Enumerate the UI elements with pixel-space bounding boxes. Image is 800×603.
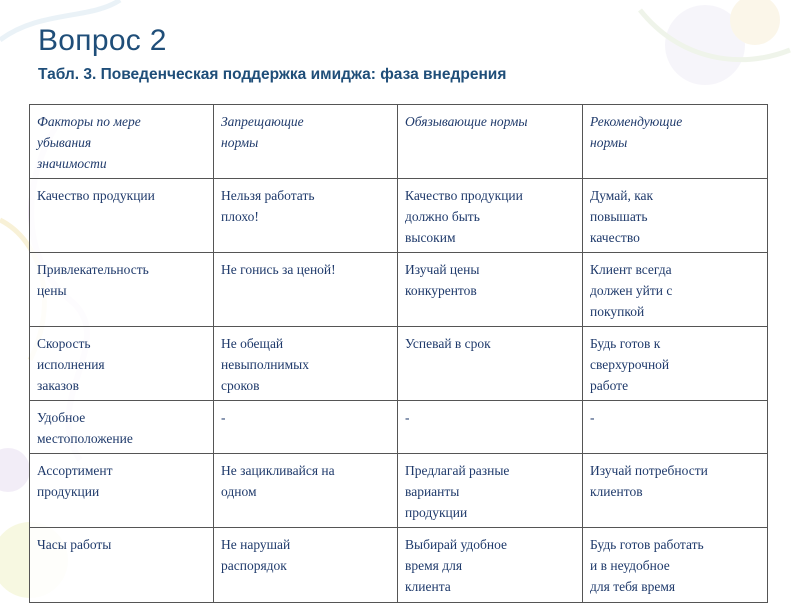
- prohibiting-cell: Не зацикливайся на одном: [214, 454, 398, 528]
- obligating-cell: Качество продукции должно быть высоким: [398, 179, 583, 253]
- obligating-cell: Изучай цены конкурентов: [398, 253, 583, 327]
- factor-cell: Ассортимент продукции: [30, 454, 214, 528]
- table-row: [30, 179, 768, 253]
- header-cell: Запрещающие нормы: [214, 105, 398, 179]
- decor-balloon: [0, 448, 30, 492]
- recommending-cell: Клиент всегда должен уйти с покупкой: [583, 253, 768, 327]
- norms-table: [29, 104, 768, 603]
- table-row: [30, 327, 768, 401]
- obligating-cell: Успевай в срок: [398, 327, 583, 401]
- table-header-row: [30, 105, 768, 179]
- table-row: [30, 528, 768, 603]
- factor-cell: Скорость исполнения заказов: [30, 327, 214, 401]
- table-row: [30, 401, 768, 454]
- prohibiting-cell: Не нарушай распорядок: [214, 528, 398, 603]
- prohibiting-cell: -: [214, 401, 398, 454]
- prohibiting-cell: Не обещай невыполнимых сроков: [214, 327, 398, 401]
- table-row: [30, 253, 768, 327]
- recommending-cell: -: [583, 401, 768, 454]
- recommending-cell: Изучай потребности клиентов: [583, 454, 768, 528]
- obligating-cell: -: [398, 401, 583, 454]
- prohibiting-cell: Нельзя работать плохо!: [214, 179, 398, 253]
- table-caption: Табл. 3. Поведенческая поддержка имиджа: фаза внедрения: [38, 66, 507, 83]
- recommending-cell: Будь готов работать и в неудобное для тебя время: [583, 528, 768, 603]
- recommending-cell: Думай, как повышать качество: [583, 179, 768, 253]
- header-cell: Обязывающие нормы: [398, 105, 583, 179]
- factor-cell: Качество продукции: [30, 179, 214, 253]
- factor-cell: Удобное местоположение: [30, 401, 214, 454]
- table-row: [30, 454, 768, 528]
- recommending-cell: Будь готов к сверхурочной работе: [583, 327, 768, 401]
- slide-title: Вопрос 2: [38, 24, 167, 57]
- header-cell: Рекомендующие нормы: [583, 105, 768, 179]
- factor-cell: Привлекательность цены: [30, 253, 214, 327]
- header-cell: Факторы по мере убывания значимости: [30, 105, 214, 179]
- prohibiting-cell: Не гонись за ценой!: [214, 253, 398, 327]
- factor-cell: Часы работы: [30, 528, 214, 603]
- obligating-cell: Выбирай удобное время для клиента: [398, 528, 583, 603]
- obligating-cell: Предлагай разные варианты продукции: [398, 454, 583, 528]
